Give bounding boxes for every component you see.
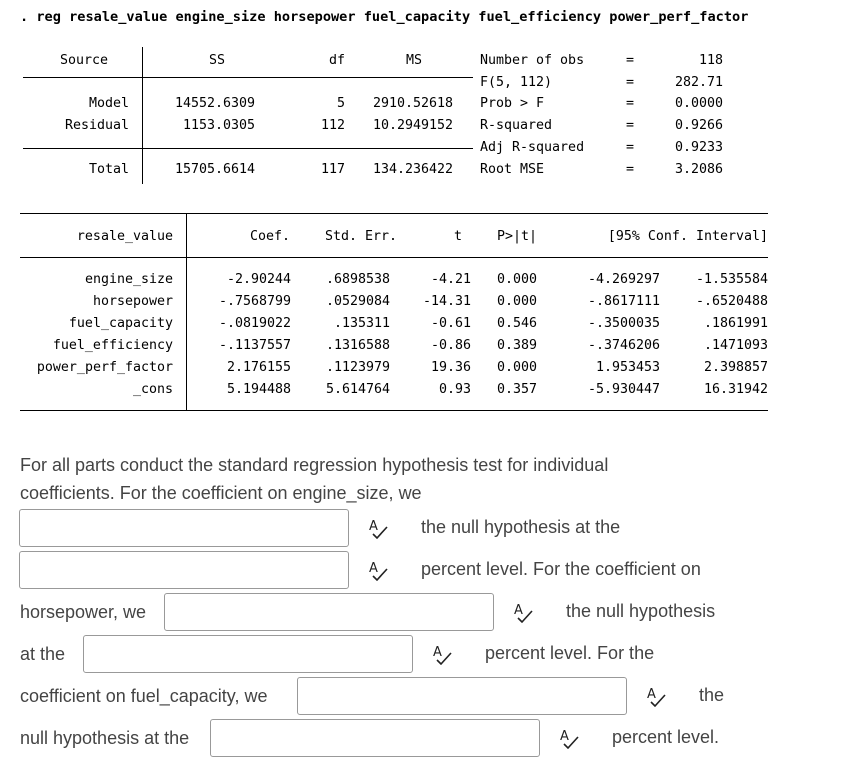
svg-text:A: A (369, 561, 378, 576)
coef-row-se: 5.614764 (325, 382, 390, 397)
coef-rule-mid (20, 257, 768, 258)
spellcheck-icon[interactable] (558, 727, 580, 749)
stat-label-f: F(5, 112) (480, 75, 553, 90)
text-the: the (699, 685, 725, 705)
anova-row-residual-df: 112 (320, 118, 345, 133)
stat-eq-adjr2: = (626, 140, 635, 155)
stat-label-probf: Prob > F (480, 96, 545, 111)
coef-header-t: t (453, 229, 462, 244)
coef-row-se: .1316588 (325, 338, 390, 353)
coef-row-coef: -2.90244 (226, 272, 291, 287)
coef-rule-top (20, 213, 768, 214)
horsepower-decision-input[interactable] (164, 593, 494, 631)
coef-row-se: .0529084 (325, 294, 390, 309)
stat-value-f: 282.71 (674, 75, 723, 90)
spellcheck-icon[interactable] (512, 601, 534, 623)
svg-text:A: A (433, 645, 442, 660)
coef-header-coef: Coef. (249, 229, 290, 244)
stat-eq-nobs: = (626, 53, 635, 68)
anova-row-residual-source: Residual (64, 118, 129, 133)
stat-label-r2: R-squared (480, 118, 553, 133)
coef-row-var: power_perf_factor (36, 360, 173, 375)
stata-command: . reg resale_value engine_size horsepower fuel_capacity fuel_efficiency power_perf_factor (20, 9, 749, 25)
stat-label-nobs: Number of obs (480, 53, 585, 68)
stat-value-rmse: 3.2086 (674, 162, 723, 177)
coef-row-p: 0.000 (497, 272, 538, 287)
horsepower-level-input[interactable] (83, 635, 413, 673)
question-line-2: coefficients. For the coefficient on engine_size, we (20, 483, 422, 503)
spellcheck-icon[interactable] (367, 559, 389, 581)
coef-header-se: Std. Err. (324, 229, 397, 244)
anova-header-df: df (329, 53, 346, 68)
coef-row-se: .6898538 (325, 272, 390, 287)
anova-row-model-ms: 2910.52618 (372, 96, 453, 111)
coef-row-t: -14.31 (422, 294, 471, 309)
coef-row-ci-high: .1861991 (703, 316, 768, 331)
anova-row-total-df: 117 (320, 162, 345, 177)
stat-label-adjr2: Adj R-squared (480, 140, 585, 155)
coef-row-ci-low: -4.269297 (587, 272, 660, 287)
text-null-hypothesis: the null hypothesis (566, 601, 716, 621)
text-null-at: the null hypothesis at the (421, 517, 621, 537)
coef-vrule (186, 213, 187, 410)
anova-rule-mid (23, 148, 473, 149)
coef-row-ci-low: 1.953453 (595, 360, 660, 375)
coef-row-ci-low: -.3500035 (587, 316, 660, 331)
question-line-1: For all parts conduct the standard regression hypothesis test for individual (20, 455, 609, 475)
stat-eq-rmse: = (626, 162, 635, 177)
coef-row-t: -0.86 (430, 338, 471, 353)
coef-row-ci-low: -.8617111 (587, 294, 660, 309)
anova-vrule (142, 47, 143, 184)
stat-eq-probf: = (626, 96, 635, 111)
text-pct-coef-on: percent level. For the coefficient on (421, 559, 701, 579)
anova-row-residual-ms: 10.2949152 (372, 118, 453, 133)
coef-row-t: -0.61 (430, 316, 471, 331)
coef-row-p: 0.000 (497, 360, 538, 375)
coef-row-ci-low: -5.930447 (587, 382, 660, 397)
text-pct-for-the: percent level. For the (485, 643, 655, 663)
stat-eq-r2: = (626, 118, 635, 133)
coef-row-ci-high: -.6520488 (695, 294, 768, 309)
coef-header-p: P>|t| (497, 229, 538, 244)
anova-row-model-ss: 14552.6309 (174, 96, 255, 111)
coef-row-coef: 2.176155 (226, 360, 291, 375)
svg-text:A: A (560, 729, 569, 744)
text-pct-end: percent level. (612, 727, 720, 747)
text-null-at-2: null hypothesis at the (20, 728, 190, 748)
fuel-level-input[interactable] (210, 719, 540, 757)
engine-decision-input[interactable] (19, 509, 349, 547)
coef-row-ci-high: 16.31942 (703, 382, 768, 397)
anova-row-model-df: 5 (336, 96, 345, 111)
coef-row-coef: -.0819022 (218, 316, 291, 331)
anova-row-total-source: Total (88, 162, 129, 177)
coef-row-p: 0.546 (497, 316, 538, 331)
coef-row-var: fuel_efficiency (52, 338, 173, 353)
stat-value-r2: 0.9266 (674, 118, 723, 133)
anova-row-model-source: Model (88, 96, 129, 111)
spellcheck-icon[interactable] (431, 643, 453, 665)
coef-row-coef: -.7568799 (218, 294, 291, 309)
anova-row-total-ms: 134.236422 (372, 162, 453, 177)
anova-row-total-ss: 15705.6614 (174, 162, 255, 177)
coef-rule-bottom (20, 410, 768, 411)
text-coef-fuel: coefficient on fuel_capacity, we (20, 686, 268, 706)
coef-row-ci-low: -.3746206 (587, 338, 660, 353)
coef-row-p: 0.389 (497, 338, 538, 353)
text-horsepower-we: horsepower, we (20, 602, 147, 622)
coef-row-coef: -.1137557 (218, 338, 291, 353)
coef-header-ci: [95% Conf. Interval] (607, 229, 768, 244)
coef-row-var: fuel_capacity (68, 316, 173, 331)
coef-row-var: engine_size (84, 272, 173, 287)
coef-row-var: horsepower (92, 294, 173, 309)
coef-row-ci-high: -1.535584 (695, 272, 768, 287)
coef-row-t: -4.21 (430, 272, 471, 287)
coef-header-var: resale_value (76, 229, 173, 244)
stat-value-probf: 0.0000 (674, 96, 723, 111)
coef-row-p: 0.000 (497, 294, 538, 309)
coef-row-var: _cons (132, 382, 173, 397)
anova-rule-top (23, 77, 473, 78)
anova-header-ms: MS (406, 53, 423, 68)
engine-level-input[interactable] (19, 551, 349, 589)
svg-text:A: A (369, 519, 378, 534)
text-at-the: at the (20, 644, 66, 664)
coef-row-p: 0.357 (497, 382, 538, 397)
anova-header-ss: SS (209, 53, 226, 68)
svg-text:A: A (647, 687, 656, 702)
svg-text:A: A (514, 603, 523, 618)
anova-header-source: Source (60, 53, 109, 68)
coef-row-t: 19.36 (430, 360, 471, 375)
coef-row-coef: 5.194488 (226, 382, 291, 397)
stat-label-rmse: Root MSE (480, 162, 545, 177)
coef-row-se: .1123979 (325, 360, 390, 375)
stat-value-adjr2: 0.9233 (674, 140, 723, 155)
coef-row-t: 0.93 (438, 382, 471, 397)
spellcheck-icon[interactable] (367, 517, 389, 539)
stat-value-nobs: 118 (698, 53, 723, 68)
coef-row-ci-high: 2.398857 (703, 360, 768, 375)
anova-row-residual-ss: 1153.0305 (182, 118, 255, 133)
coef-row-se: .135311 (333, 316, 390, 331)
spellcheck-icon[interactable] (645, 685, 667, 707)
stat-eq-f: = (626, 75, 635, 90)
coef-row-ci-high: .1471093 (703, 338, 768, 353)
fuel-decision-input[interactable] (297, 677, 627, 715)
